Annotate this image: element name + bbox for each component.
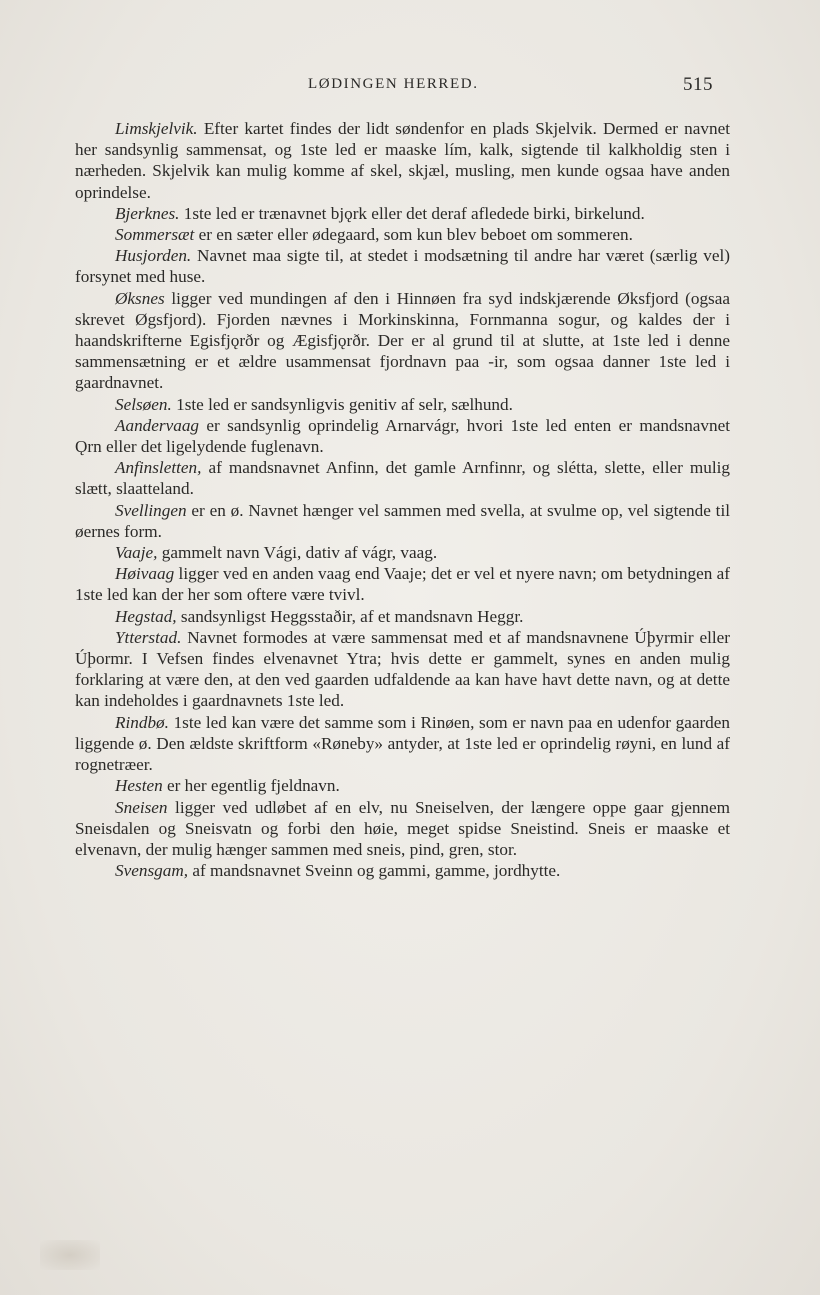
entry-selsoen: [75, 394, 730, 415]
entry-text: ligger ved udløbet af en elv, nu Sneiselven, der længere oppe gaar gjennem Sneisdalen og Sneisvatn og forbi den høie, meget spidse Sneistind. Sneis er maaske et elvenavn, der mulig hænger sammen med sneis, pind, gren, stor.: [75, 797, 731, 859]
entry-ytterstad: [75, 627, 730, 712]
running-title: LØDINGEN HERRED.: [308, 76, 479, 92]
entry-text: ligger ved mundingen af den i Hinnøen fra syd indskjærende Øksfjord (ogsaa skrevet Øgsfjord). Fjorden nævnes i Morkinskinna, Fornmanna sogur, og kaldes der i haandskrifterne Egisfjǫrðr og Ægisfjǫrðr. Der er al grund til at slutte, at 1ste led i denne sammensætning er et ældre usammensat fjordnavn paa -ir, som ogsaa danner 1ste led i gaardnavnet.: [75, 288, 730, 393]
entry-term: Ytterstad.: [115, 627, 182, 647]
entry-term: Sneisen: [115, 797, 168, 817]
entry-rindbo: [75, 712, 730, 776]
entry-text: er her egentlig fjeldnavn.: [167, 776, 340, 796]
entry-term: Limskjelvik.: [115, 119, 198, 138]
entry-vaaje: [75, 542, 730, 563]
entry-oksnes: [75, 288, 730, 394]
paper-smudge: [40, 1240, 100, 1270]
entry-limskjelvik: [75, 118, 730, 203]
page-number: 515: [683, 74, 713, 95]
entry-text: af mandsnavnet Anfinn, det gamle Arnfinnr, og slétta, slette, eller mulig slætt, slaatteland.: [75, 458, 731, 499]
entry-hegstad: [75, 606, 730, 627]
entry-husjorden: [75, 245, 730, 287]
entry-term: Øksnes: [115, 288, 165, 308]
entry-term: Sommersæt: [115, 225, 195, 245]
entry-term: Høivaag: [115, 564, 175, 584]
entry-term: Hegstad,: [115, 606, 177, 626]
entry-text: ligger ved en anden vaag end Vaaje; det er vel et nyere navn; om betydningen af 1ste led kan der her som oftere være tvivl.: [75, 564, 730, 605]
entry-term: Bjerknes.: [115, 203, 180, 223]
entry-text: 1ste led kan være det samme som i Rinøen, som er navn paa en udenfor gaarden liggende ø. Den ældste skriftform «Røneby» antyder, at 1ste led er oprindelig røyni, en lund af rognetræer.: [75, 712, 730, 775]
entry-text: af mandsnavnet Sveinn og gammi, gamme, jordhytte.: [192, 861, 561, 881]
page-header: [0, 72, 820, 102]
entry-text: er en sæter eller ødegaard, som kun blev beboet om sommeren.: [198, 225, 633, 245]
entry-term: Hesten: [115, 776, 163, 796]
entry-hoivaag: [75, 563, 730, 605]
entry-bjerknes: [75, 203, 730, 224]
entry-text: 1ste led er trænavnet bjǫrk eller det deraf afledede birki, birkelund.: [183, 203, 645, 223]
entry-term: Svensgam,: [115, 861, 189, 881]
entry-text: er en ø. Navnet hænger vel sammen med svella, at svulme op, vel sigtende til øernes form.: [75, 500, 731, 541]
entry-text: er sandsynlig oprindelig Arnarvágr, hvori 1ste led enten er mandsnavnet Ǫrn eller det ligelydende fuglenavn.: [75, 415, 731, 457]
entry-text: sandsynligst Heggsstaðir, af et mandsnavn Heggr.: [180, 606, 524, 626]
entry-term: Selsøen.: [115, 394, 172, 414]
body-text: [75, 118, 730, 881]
entry-term: Rindbø.: [115, 712, 169, 732]
entry-svellingen: [75, 500, 730, 542]
entry-svensgam: [75, 860, 730, 881]
entry-sommersaet: [75, 224, 730, 245]
entry-term: Aandervaag: [115, 415, 200, 435]
entry-text: gammelt navn Vági, dativ af vágr, vaag.: [161, 543, 438, 563]
entry-anfinsletten: [75, 457, 730, 499]
entry-text: Efter kartet findes der lidt søndenfor en plads Skjelvik. Dermed er navnet her sandsynlig sammensat, og 1ste led er maaske lím, kalk, sigtende til kalkholdig sten i nærheden. Skjelvik kan mulig komme af skel, skjæl, musling, men kunde ogsaa have anden oprindelse.: [75, 119, 730, 202]
entry-text: Navnet maa sigte til, at stedet i modsætning til andre har været (særlig vel) forsynet med huse.: [75, 246, 731, 287]
entry-term: Anfinsletten,: [115, 458, 202, 478]
entry-term: Husjorden.: [115, 246, 192, 266]
entry-term: Svellingen: [115, 500, 187, 520]
entry-text: Navnet formodes at være sammensat med et af mandsnavnene Úþyrmir eller Úþormr. I Vefsen findes elvenavnet Ytra; hvis dette er gammelt, synes en anden mulig forklaring at være den, at den ved gaarden udfaldende aa kan have havt dette navn, og at dette kan indeholdes i gaardnavnets 1ste led.: [75, 627, 731, 711]
entry-text: 1ste led er sandsynligvis genitiv af selr, sælhund.: [176, 394, 513, 414]
entry-aandervaag: [75, 415, 730, 457]
entry-term: Vaaje,: [115, 543, 158, 563]
entry-hesten: [75, 775, 730, 796]
entry-sneisen: [75, 797, 730, 861]
